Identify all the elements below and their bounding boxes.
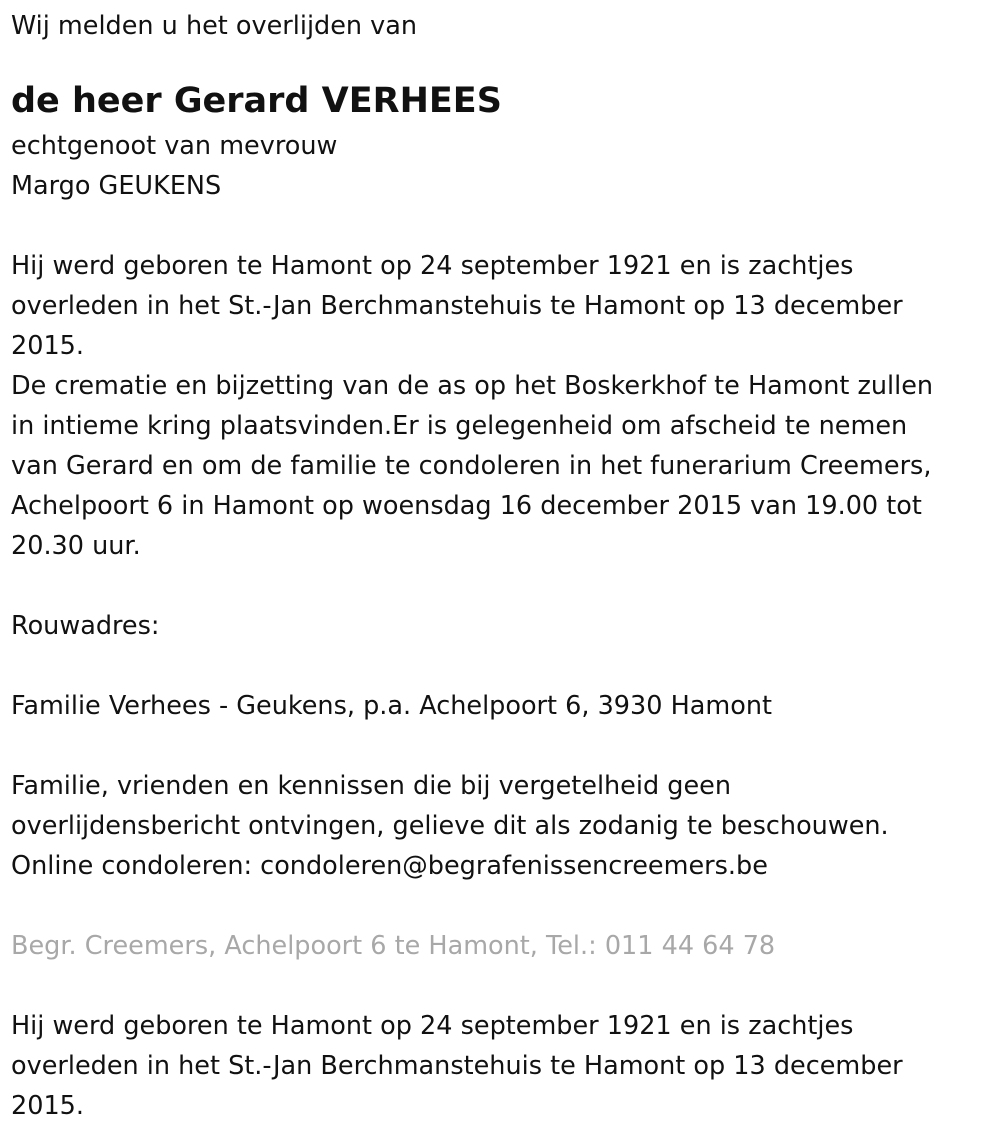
paragraph-line: Familie, vrienden en kennissen die bij vergetelheid geen (11, 771, 731, 801)
birth-death-paragraph-repeat (11, 1006, 991, 1126)
paragraph-line: Hij werd geboren te Hamont op 24 september 1921 en is zachtjes (11, 251, 854, 281)
death-notice (11, 6, 991, 1126)
paragraph-line: 20.30 uur. (11, 531, 141, 561)
paragraph-line: Online condoleren: condoleren@begrafenissencreemers.be (11, 851, 768, 881)
paragraph-line: 2015. (11, 331, 85, 361)
spacer (11, 966, 991, 1006)
closing-paragraph (11, 766, 991, 886)
paragraph-line: Achelpoort 6 in Hamont op woensdag 16 december 2015 van 19.00 tot (11, 491, 922, 521)
undertaker-line: Begr. Creemers, Achelpoort 6 te Hamont, Tel.: 011 44 64 78 (11, 931, 776, 961)
paragraph-line: overleden in het St.-Jan Berchmanstehuis te Hamont op 13 december (11, 1051, 903, 1081)
paragraph-line: De crematie en bijzetting van de as op het Boskerkhof te Hamont zullen (11, 371, 934, 401)
paragraph-line: van Gerard en om de familie te condoleren in het funerarium Creemers, (11, 451, 932, 481)
rouwadres-label: Rouwadres: (11, 611, 160, 641)
paragraph-line: Hij werd geboren te Hamont op 24 september 1921 en is zachtjes (11, 1011, 854, 1041)
paragraph-line: overlijdensbericht ontvingen, gelieve dit als zodanig te beschouwen. (11, 811, 889, 841)
intro-text: Wij melden u het overlijden van (11, 11, 418, 41)
birth-death-paragraph (11, 246, 991, 366)
spouse-line-1: echtgenoot van mevrouw (11, 131, 338, 161)
paragraph-line: in intieme kring plaatsvinden.Er is gelegenheid om afscheid te nemen (11, 411, 908, 441)
paragraph-line: 2015. (11, 1091, 85, 1121)
spacer (11, 206, 991, 246)
spacer (11, 646, 991, 686)
spacer (11, 726, 991, 766)
spacer (11, 566, 991, 606)
rouwadres-address: Familie Verhees - Geukens, p.a. Achelpoort 6, 3930 Hamont (11, 691, 772, 721)
ceremony-paragraph (11, 366, 991, 566)
spacer (11, 886, 991, 926)
paragraph-line: overleden in het St.-Jan Berchmanstehuis te Hamont op 13 december (11, 291, 903, 321)
spouse-line-2: Margo GEUKENS (11, 171, 222, 201)
deceased-name: de heer Gerard VERHEES (11, 81, 502, 121)
